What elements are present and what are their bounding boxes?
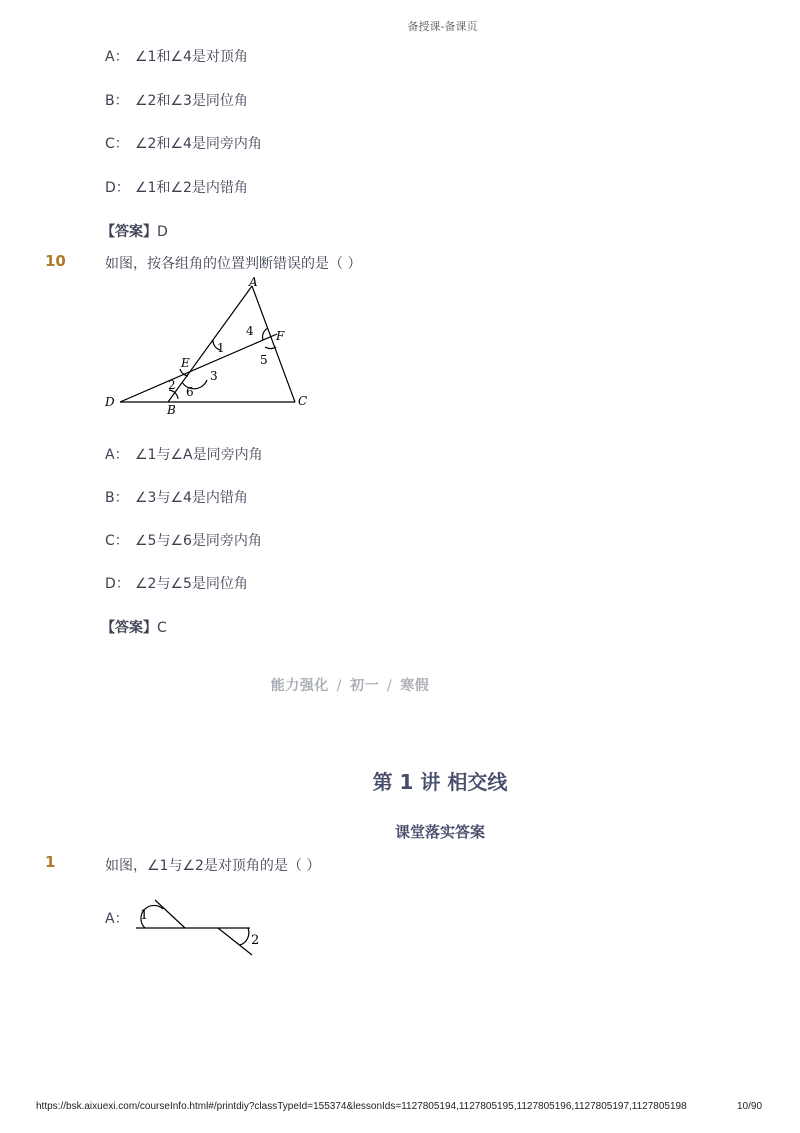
q9-option-c[interactable]: [105, 133, 262, 153]
q9-option-d[interactable]: [105, 177, 248, 197]
option-letter: A：: [105, 447, 129, 463]
label-point-f: F: [276, 329, 285, 343]
option-letter: D：: [105, 180, 130, 196]
label-angle-4: 4: [246, 324, 254, 338]
q10-stem: 如图，按各组角的位置判断错误的是（ ）: [105, 256, 362, 272]
footer-url: https://bsk.aixuexi.com/courseInfo.html#/printdiy?classTypeId=155374&lessonIds=1127805194,1127805195,1127805196,1127805197,1127805198: [36, 1101, 687, 1112]
option-letter: C：: [105, 136, 129, 152]
option-text: ∠2和∠3是同位角: [135, 93, 248, 109]
page-header-title: 备授课-备课页: [407, 20, 478, 33]
q9-option-a[interactable]: [105, 46, 248, 66]
q10-option-c[interactable]: [105, 530, 262, 550]
q10-triangle-figure: [95, 272, 335, 422]
label-angle-6: 6: [186, 385, 194, 399]
breadcrumb-separator: /: [387, 678, 393, 694]
answer-label: 【答案】: [101, 224, 157, 240]
option-text: ∠2和∠4是同旁内角: [135, 136, 262, 152]
label-point-a: A: [249, 275, 258, 289]
segment-ac: [252, 286, 295, 402]
label-angle-1: 1: [140, 908, 149, 923]
answer-label: 【答案】: [101, 620, 157, 636]
section-breadcrumb: [0, 675, 700, 695]
option-text: ∠2与∠5是同位角: [135, 576, 248, 592]
option-letter: A：: [105, 911, 129, 927]
breadcrumb-grade: 初一: [350, 678, 379, 694]
footer-page-number: 10/90: [737, 1101, 763, 1112]
answer-value: C: [157, 620, 167, 636]
q1-number: 1: [45, 853, 56, 871]
segment-ab: [168, 286, 252, 402]
answer-value: D: [157, 224, 168, 240]
option-letter: A：: [105, 49, 129, 65]
label-point-c: C: [298, 394, 308, 408]
label-point-d: D: [105, 395, 115, 409]
q9-option-b[interactable]: [105, 90, 248, 110]
q10-number: 10: [45, 252, 66, 270]
segment-df: [120, 334, 277, 402]
option-letter: C：: [105, 533, 129, 549]
label-angle-1: 1: [217, 341, 225, 355]
option-letter: B：: [105, 93, 129, 109]
label-angle-2: 2: [251, 933, 260, 948]
option-text: ∠5与∠6是同旁内角: [135, 533, 262, 549]
option-text: ∠1与∠A是同旁内角: [135, 447, 263, 463]
lecture-subtitle: 课堂落实答案: [394, 823, 485, 841]
option-text: ∠3与∠4是内错角: [135, 490, 248, 506]
q10-option-d[interactable]: [105, 573, 248, 593]
q1-option-a-figure: [130, 895, 270, 965]
breadcrumb-separator: /: [336, 678, 342, 694]
q10-option-a[interactable]: [105, 444, 263, 464]
label-angle-2: 2: [168, 378, 176, 392]
breadcrumb-course: 能力强化: [270, 678, 329, 694]
q1-stem: 如图，∠1与∠2是对顶角的是（ ）: [105, 858, 321, 874]
lecture-title: 第 1 讲 相交线: [372, 770, 508, 794]
option-text: ∠1和∠4是对顶角: [135, 49, 248, 65]
label-angle-5: 5: [260, 353, 268, 367]
q10-answer: [101, 617, 167, 637]
label-point-e: E: [181, 356, 190, 370]
label-point-b: B: [167, 403, 176, 417]
option-letter: B：: [105, 490, 129, 506]
option-letter: D：: [105, 576, 130, 592]
q10-option-b[interactable]: [105, 487, 248, 507]
breadcrumb-term: 寒假: [400, 678, 430, 694]
option-text: ∠1和∠2是内错角: [135, 180, 248, 196]
q9-answer: [101, 221, 168, 241]
label-angle-3: 3: [210, 369, 218, 383]
